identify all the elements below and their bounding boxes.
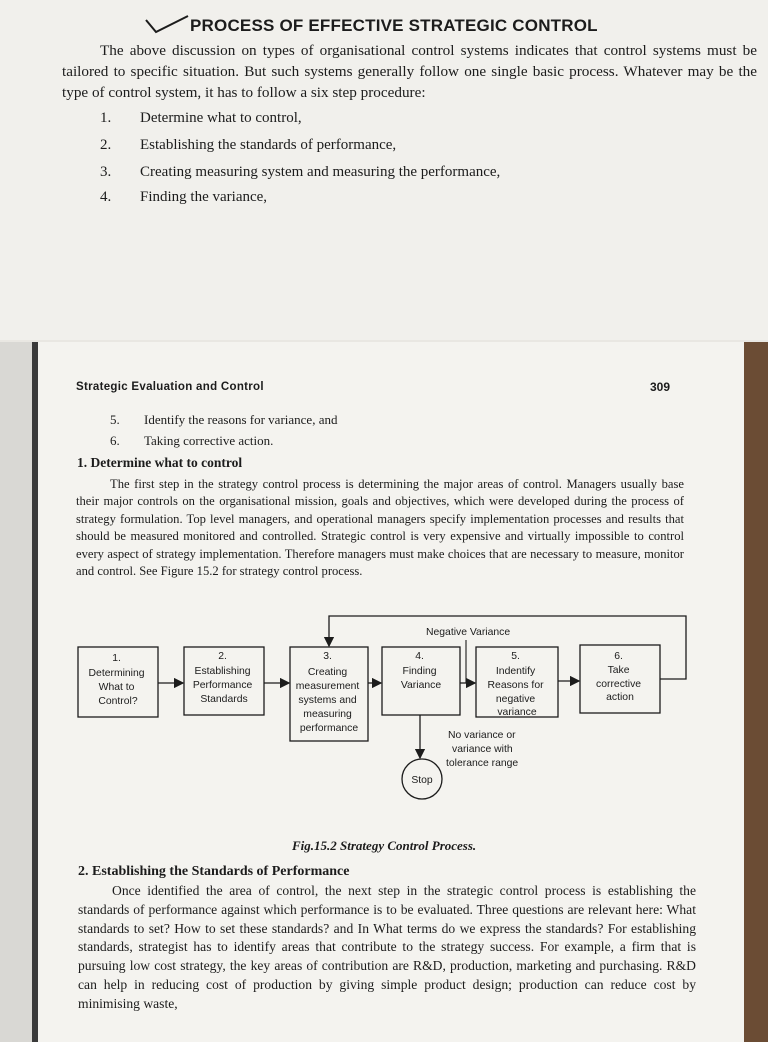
section-1-heading: 1. Determine what to control <box>77 455 243 470</box>
section-2-heading: 2. Establishing the Standards of Performance <box>78 864 350 879</box>
section-1-body: The first step in the strategy control process is determining the major areas of control. Managers usually base their major controls on the organisational mission, goals and objectives, which were developed during the process of strategy formulation. Top level managers, and operational managers specify implementation processes and results that should be measured monitored and controlled. Strategic control is very expensive and virtually impossible to control every aspect of strategy implementation. Therefore managers must make choices that are necessary to measure, monitor and control. See Figure 15.2 for strategy control process. <box>76 477 684 579</box>
running-head: Strategic Evaluation and Control <box>76 381 264 393</box>
box-6-text: 6. Take corrective action <box>596 651 642 703</box>
figure-caption: Fig.15.2 Strategy Control Process. <box>292 838 477 853</box>
box-2-text: 2. Establishing Performance Standards <box>192 651 253 705</box>
box-1-text: 1. Determining What to Control? <box>88 653 145 707</box>
box-4-text: 4. Finding Variance <box>400 651 442 691</box>
intro-paragraph: The above discussion on types of organisational control systems indicates that control systems must be tailored to specific situation. But such systems generally follow one single basic process. Whatever may be the type of control system, it has to follow a six step procedure: <box>62 42 757 101</box>
feedback-label: Negative Variance <box>426 627 511 638</box>
box-5-text: 5. Indentify Reasons for negative variance <box>487 651 544 718</box>
section-2-body: Once identified the area of control, the next step in the strategic control process is establishing the standards of performance against which performance is to be evaluated. Three questions are relevant here: What standards to set? How to set these standards? and In What terms do we express the standards? For establishing standards, strategist has to identify areas that contribute to the strategy success. For example, a firm that is pursuing low cost strategy, the key areas of contribution are R&D, production, marketing and purchasing. R&D can help in reducing cost of production by giving simple product design; production can reduce cost by minimising waste, <box>78 883 696 1011</box>
page-number: 309 <box>650 380 671 394</box>
box-3-text: 3. Creating measurement systems and measuring performance <box>295 651 360 734</box>
stop-label: Stop <box>411 775 433 786</box>
branch-label: No variance or variance with tolerance range <box>446 730 519 769</box>
section-heading: PROCESS OF EFFECTIVE STRATEGIC CONTROL <box>190 16 598 35</box>
